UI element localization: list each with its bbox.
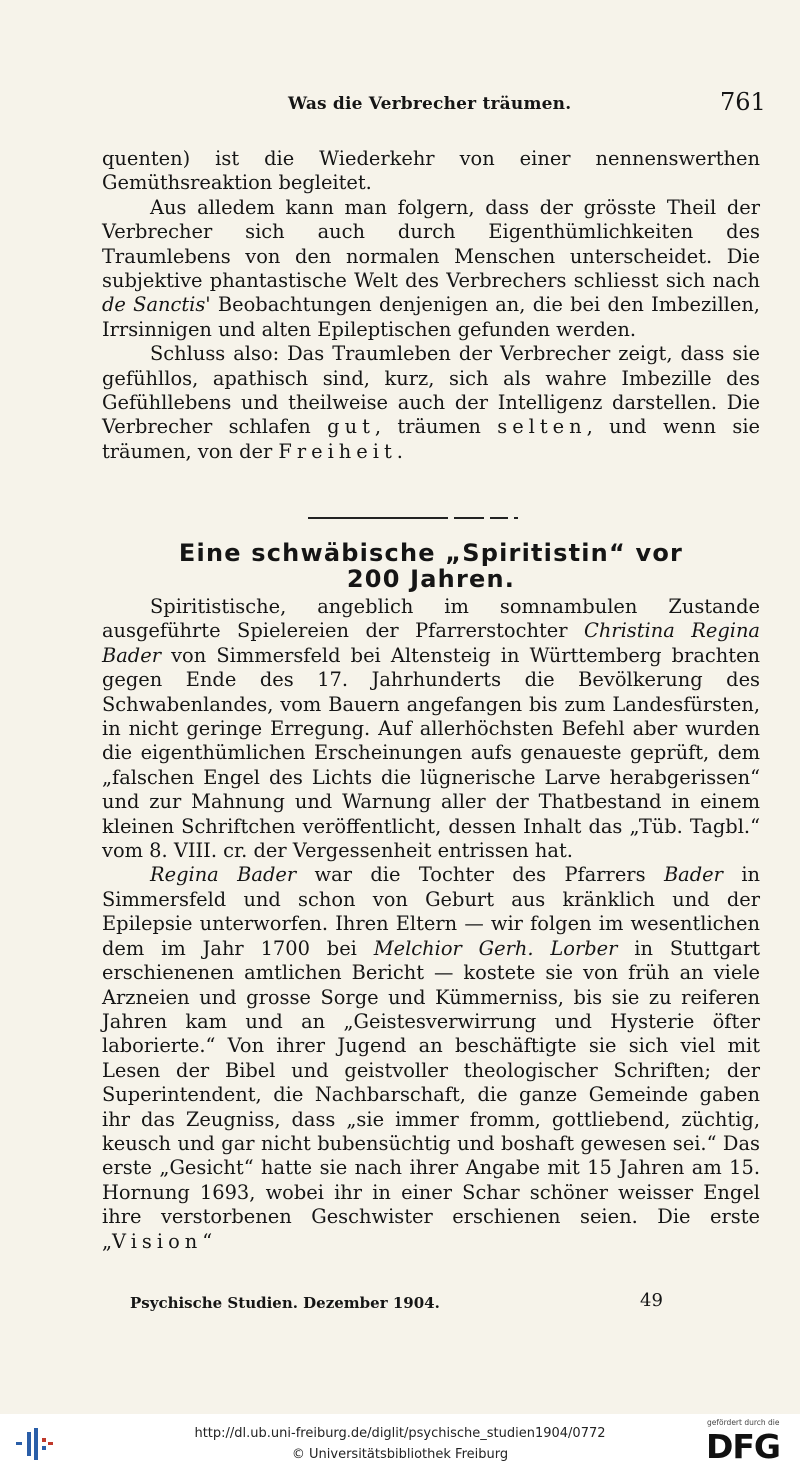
paragraph: quenten) ist die Wiederkehr von einer nennenswerthen Gemüthsreaktion begleitet. [102, 147, 760, 195]
divider-segment [514, 517, 518, 519]
person-name: Bader [663, 863, 723, 887]
page-footer [0, 1290, 800, 1314]
person-name: Christina Regina Bader [102, 619, 760, 667]
signature-mark: 49 [640, 1290, 663, 1311]
paragraph: Aus alledem kann man folgern, dass der grösste Theil der Verbrecher sich auch durch Eigenthümlichkeiten des Traumlebens von den normalen Menschen unterscheidet. Die subjektive phantastische Welt des Verbrechers schliesst sich nach de Sanctis' Beobachtungen denjenigen an, die bei den Imbezillen, Irrsinnigen und alten Epileptischen gefunden werden. [102, 195, 760, 341]
author-name: de Sanctis [102, 293, 206, 317]
section-spiritist [102, 595, 760, 1254]
publisher-name: Melchior Gerh. Lorber [373, 936, 618, 960]
journal-imprint: Psychische Studien. Dezember 1904. [130, 1294, 440, 1312]
copyright-notice: © Universitätsbibliothek Freiburg [291, 1447, 509, 1462]
funding-label: gefördert durch die [707, 1418, 780, 1427]
person-name: Regina Bader [150, 863, 297, 887]
divider-segment [308, 517, 448, 519]
paragraph: Spiritistische, angeblich im somnambulen Zustande ausgeführte Spielereien der Pfarrerstochter Christina Regina Bader von Simmersfeld bei Altensteig in Württemberg brachten gegen Ende des 17. Jahrhunderts die Bevölkerung des Schwabenlandes, vom Bauern angefangen bis zum Landesfürsten, in nicht geringe Erregung. Auf allerhöchsten Befehl aber wurden die eigenthümlichen Erscheinungen aufs genaueste geprüft, dem „falschen Engel des Lichts die lügnerische Larve herabgerissen“ und zur Mahnung und Warnung aller der Thatbestand in einem kleinen Schriftchen veröffentlicht, dessen Inhalt das „Tüb. Tagbl.“ vom 8. VIII. cr. der Vergessenheit entrissen hat. [102, 595, 760, 863]
divider-segment [490, 517, 508, 519]
section-dreams [102, 147, 760, 464]
source-url[interactable]: http://dl.ub.uni-freiburg.de/diglit/psychische_studien1904/0772 [194, 1426, 606, 1441]
dfg-logo: DFG [706, 1427, 781, 1466]
paragraph: Regina Bader war die Tochter des Pfarrers Bader in Simmersfeld und schon von Geburt aus kränklich und der Epilepsie unterworfen. Ihren Eltern — wir folgen im wesentlichen dem im Jahr 1700 bei Melchior Gerh. Lorber in Stuttgart erschienenen amtlichen Bericht — kostete sie von früh an viele Arzneien und grosse Sorge und Kümmerniss, bis sie zu reiferen Jahren kam und an „Geistesverwirrung und Hysterie öfter laborierte.“ Von ihrer Jugend an beschäftigte sie sich viel mit Lesen der Bibel und geistvoller theologischer Schriften; der Superintendent, die Nachbarschaft, die ganze Gemeinde gaben ihr das Zeugniss, dass „sie immer fromm, gottliebend, züchtig, keusch und gar nicht bubensüchtig und boshaft gewesen sei.“ Das erste „Gesicht“ hatte sie nach ihrer Angabe mit 15 Jahren am 15. Hornung 1693, wobei ihr in einer Schar schöner weisser Engel ihre verstorbenen Geschwister erschienen seien. Die erste „Vision“ [102, 863, 761, 1253]
page-number: 761 [720, 88, 766, 116]
running-title: Was die Verbrecher träumen. [288, 94, 572, 114]
page-header [0, 88, 800, 124]
library-footer-bar [0, 1414, 800, 1472]
divider-segment [454, 517, 484, 519]
article-heading: Eine schwäbische „Spiritistin“ vor [178, 539, 684, 567]
section-divider [308, 517, 518, 519]
paragraph: Schluss also: Das Traumleben der Verbrecher zeigt, dass sie gefühllos, apathisch sind, kurz, sich als wahre Imbezille des Gefühllebens und theilweise auch der Intelligenz darstellen. Die Verbrecher schlafen gut, träumen selten, und wenn sie träumen, von der Freiheit. [102, 342, 760, 463]
article-heading-line2: 200 Jahren. [346, 565, 516, 593]
